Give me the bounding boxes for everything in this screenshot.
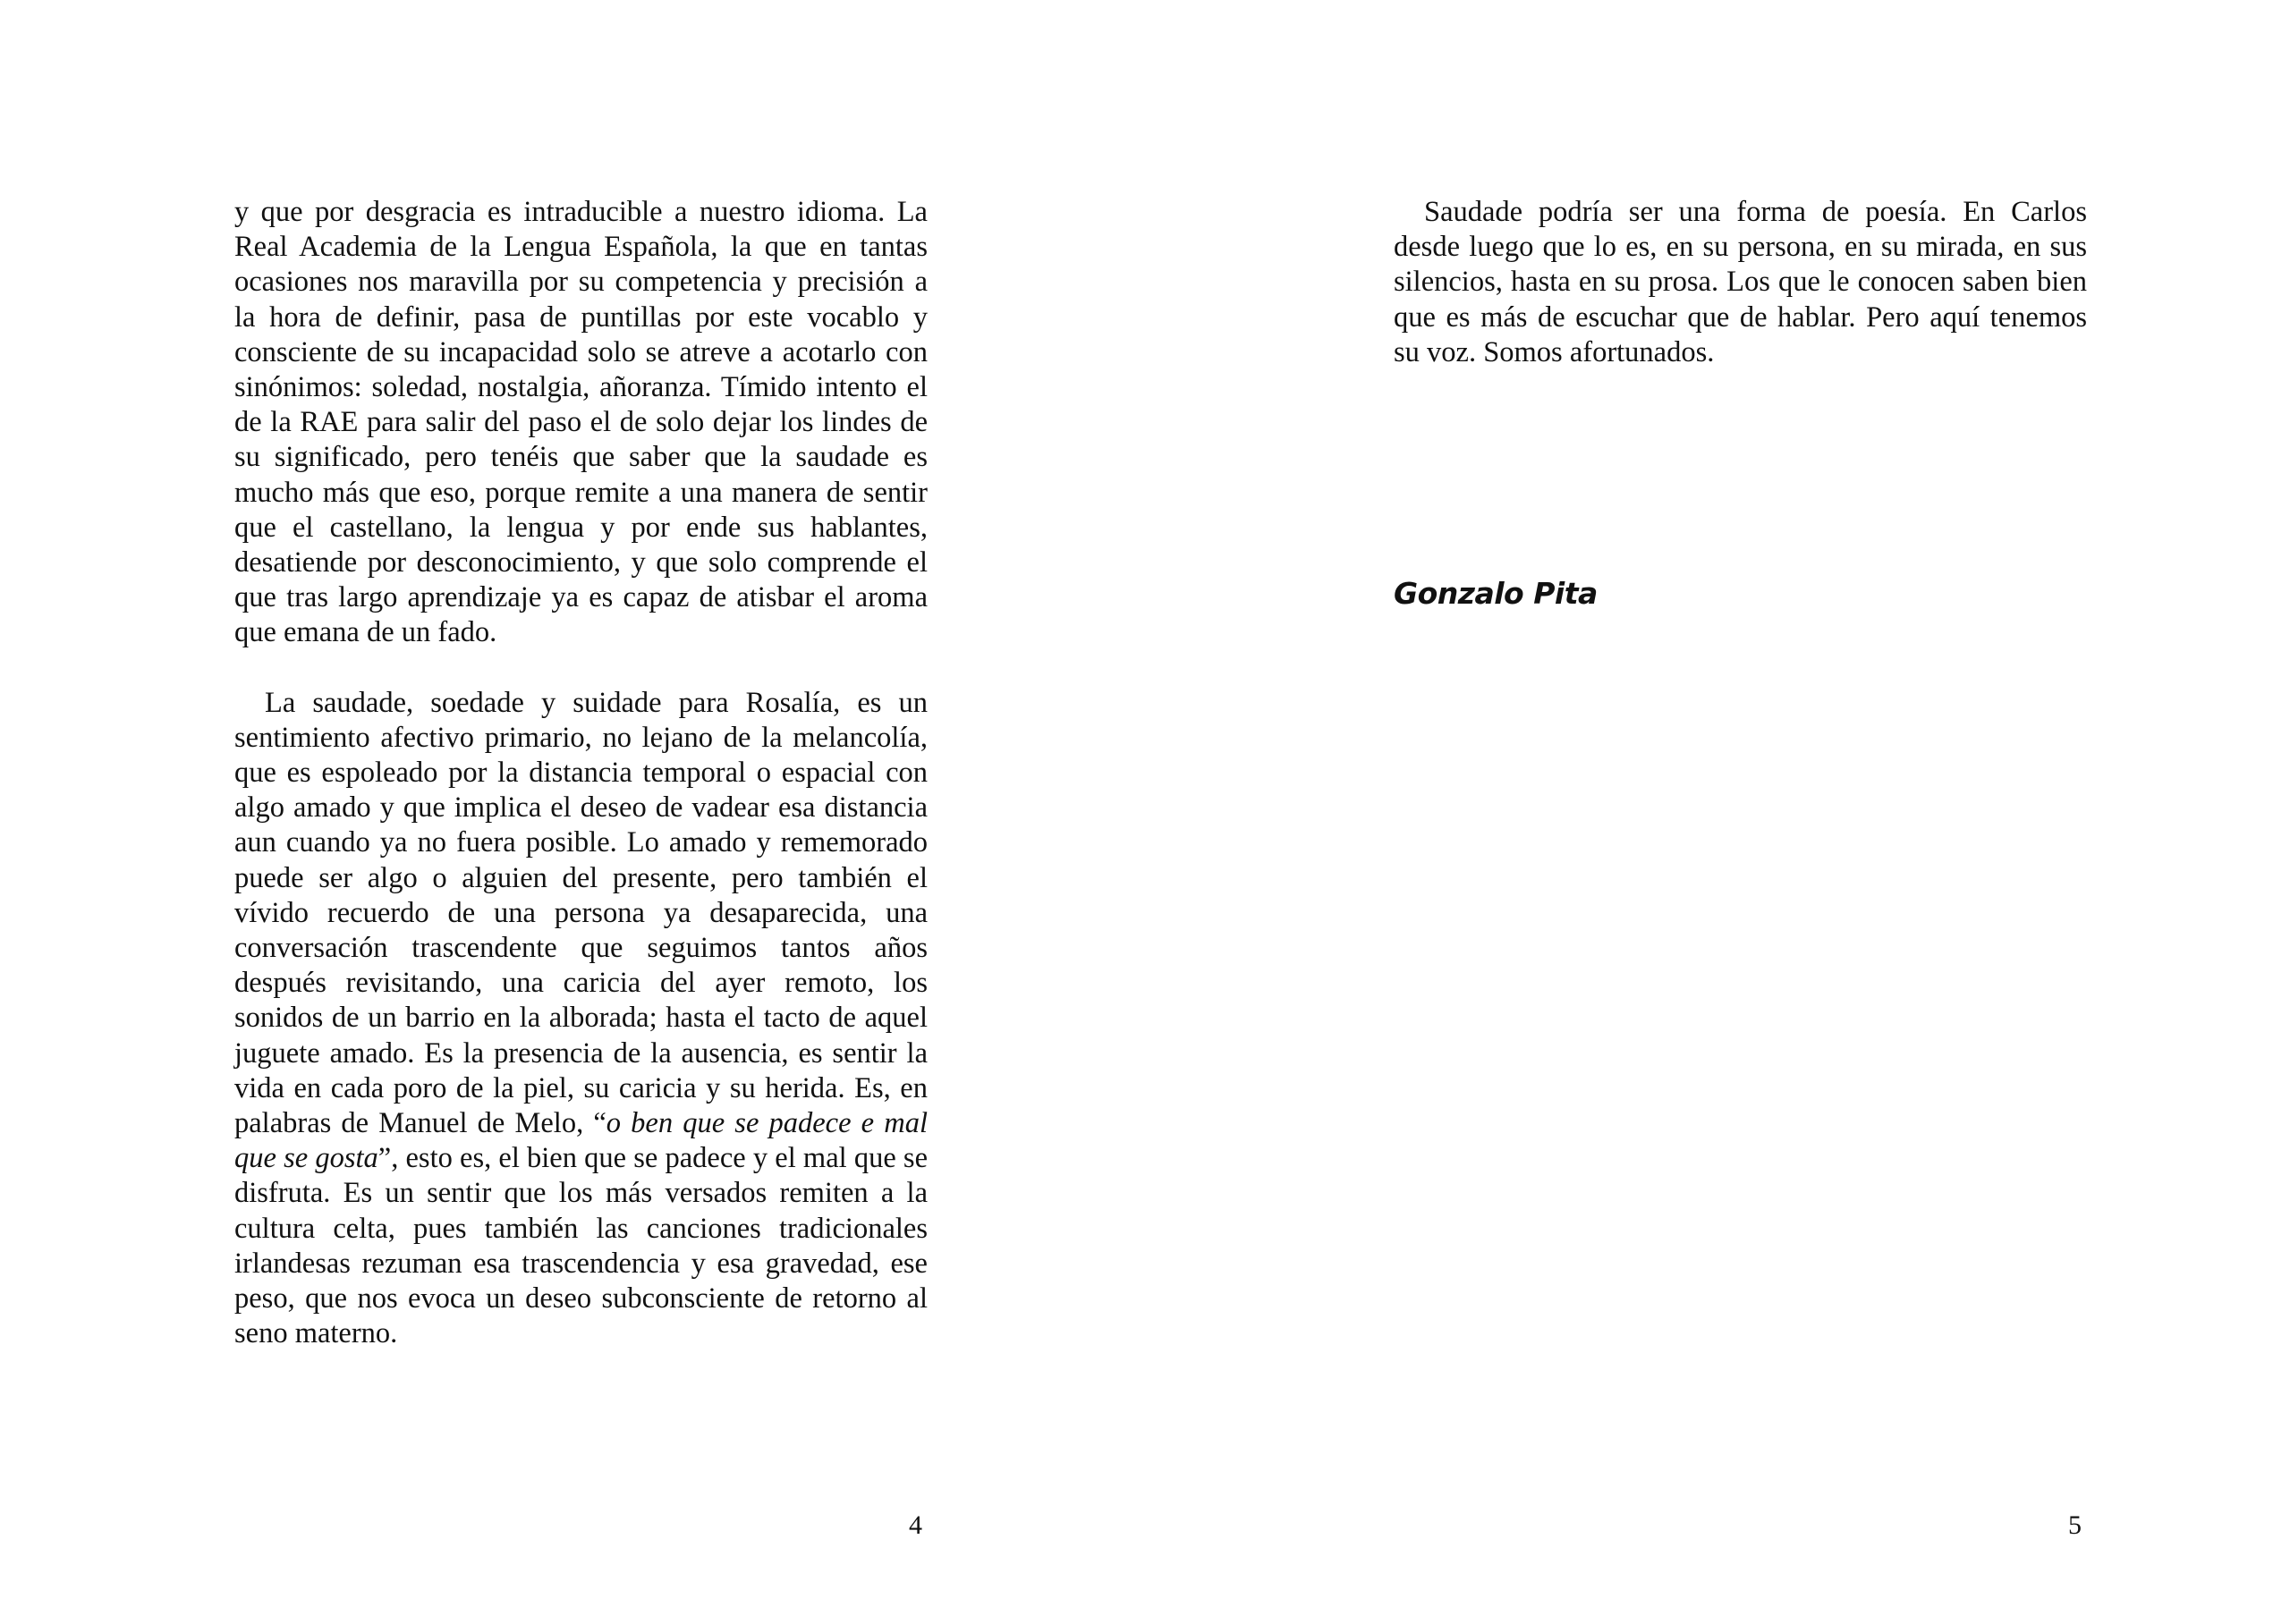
paragraph-1: y que por desgracia es intraducible a nuestro idioma. La Real Academia de la Lengua Española, la que en tantas ocasiones nos maravilla por su competencia y precisión a la hora de definir, pasa de puntillas por este vocablo y consciente de su incapacidad solo se atreve a acotarlo con sinónimos: soledad, nostalgia, añoranza. Tímido intento el de la RAE para salir del paso el de solo dejar los lindes de su significado, pero tenéis que saber que la saudade es mucho más que eso, porque remite a una manera de sentir que el castellano, la lengua y por ende sus hablantes, desatiende por desconocimiento, y que solo comprende el que tras largo aprendizaje ya es capaz de atisbar el aroma que emana de un fado. — [234, 196, 928, 649]
page-number-left: 4 — [909, 1510, 922, 1540]
author-signature: Gonzalo Pita — [1394, 576, 1598, 611]
left-text-column — [234, 195, 928, 1352]
paragraph-2 — [234, 686, 928, 1352]
page-number-right: 5 — [2068, 1510, 2082, 1540]
melo-quote: o ben que se padece e mal que se gosta — [234, 1107, 928, 1175]
paragraph-3: Saudade podría ser una forma de poesía. En Carlos desde luego que lo es, en su persona, en su mirada, en sus silencios, hasta en su prosa. Los que le conocen saben bien que es más de escuchar que de hablar. Pero aquí tenemos su voz. Somos afortunados. — [1394, 196, 2087, 368]
paragraph-2-before-quote: La saudade, soedade y suidade para Rosalía, es un sentimiento afectivo primario, no lejano de la melancolía, que es espoleado por la distancia temporal o espacial con algo amado y que implica el deseo de vadear esa distancia aun cuando ya no fuera posible. Lo amado y rememorado puede ser algo o alguien del presente, pero también el vívido recuerdo de una persona ya desaparecida, una conversación trascendente que seguimos tantos años después revisitando, una caricia del ayer remoto, los sonidos de un barrio en la alborada; hasta el tacto de aquel juguete amado. Es la presencia de la ausencia, es sentir la vida en cada poro de la piel, su caricia y su herida. Es, en palabras de Manuel de Melo, “ — [234, 686, 928, 1140]
paragraph-2-after-quote: ”, esto es, el bien que se padece y el mal que se disfruta. Es un sentir que los más versados remiten a la cultura celta, pues también las canciones tradicionales irlandesas rezuman esa trascendencia y esa gravedad, ese peso, que nos evoca un deseo subconsciente de retorno al seno materno. — [234, 1142, 928, 1350]
right-text-column — [1394, 195, 2087, 370]
right-page — [1145, 0, 2290, 1624]
